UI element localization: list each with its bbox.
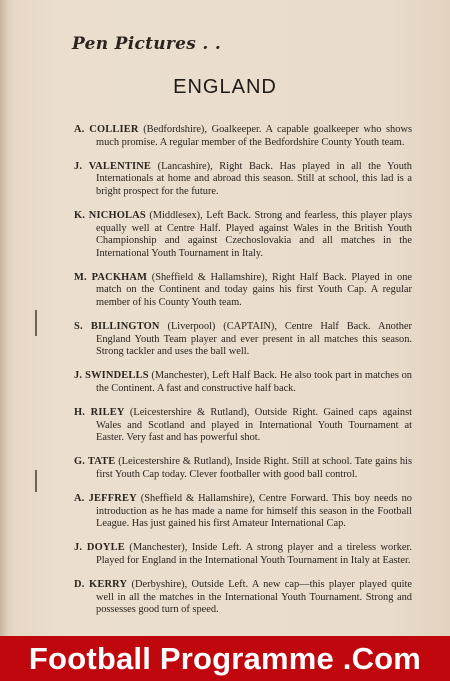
player-name: J. SWINDELLS (74, 370, 149, 382)
player-entry (74, 579, 412, 617)
watermark-text: Football Programme .Com (28, 640, 422, 676)
player-entry (74, 272, 412, 310)
player-entry (74, 321, 412, 359)
page-fold-shadow (0, 0, 8, 681)
player-description: (Liverpool) (CAPTAIN), Centre Half Back. Another England Youth Team player and ever present in all matches this season. Strong tackler and uses the ball well. (96, 321, 412, 358)
player-description: (Derbyshire), Outside Left. A new cap—this player played quite well in all the matches in the International Youth Tournament. Strong and possesses good turn of speed. (96, 579, 412, 616)
player-description: (Leicestershire & Rutland), Outside Right. Gained caps against Wales and Scotland and played in International Youth Tournament at Easter. Very fast and has powerful shot. (96, 407, 413, 444)
player-entry (74, 493, 412, 531)
player-name: A. COLLIER (74, 124, 139, 135)
player-description: (Bedfordshire), Goalkeeper. A capable goalkeeper who shows much promise. A regular member of the Bedfordshire County Youth team. (96, 124, 413, 148)
player-entry (74, 370, 412, 395)
player-pen-pictures (74, 124, 412, 628)
player-entry (74, 161, 412, 199)
page-title: ENGLAND (173, 76, 277, 98)
player-entry (74, 210, 412, 260)
watermark-banner (0, 636, 450, 681)
player-entry (74, 407, 412, 445)
player-name: A. JEFFREY (74, 493, 137, 505)
player-description: (Sheffield & Hallamshire), Centre Forward. This boy needs no introduction as he has made a name for himself this season in the Football League. Has just gained his first Amateur International Cap. (96, 493, 412, 530)
staple-mark-upper (35, 310, 37, 336)
player-name: G. TATE (74, 456, 116, 468)
player-description: (Sheffield & Hallamshire), Right Half Back. Played in one match on the Continent and today gains his first Youth Cap. A regular member of his County Youth team. (96, 271, 413, 309)
player-name: J. VALENTINE (74, 160, 152, 172)
player-description: (Manchester), Left Half Back. He also took part in matches on the Continent. A fast and constructive half back. (96, 370, 412, 394)
player-name: D. KERRY (74, 579, 128, 591)
player-name: M. PACKHAM (74, 271, 148, 283)
section-subtitle: Pen Pictures . . (72, 34, 222, 54)
player-name: S. BILLINGTON (74, 321, 160, 333)
player-name: H. RILEY (74, 407, 125, 419)
player-entry (74, 542, 412, 567)
player-entry (74, 456, 412, 481)
player-description: (Middlesex), Left Back. Strong and fearless, this player plays equally well at Centre Half. Played against Wales in the British Youth Championship and against Czechoslovakia and all matches in the International Youth Tournament in Italy. (96, 209, 413, 259)
player-entry (74, 124, 412, 149)
player-description: (Manchester), Inside Left. A strong player and a tireless worker. Played for England in the International Youth Tournament in Italy at Easter. (96, 542, 412, 566)
player-description: (Leicestershire & Rutland), Inside Right. Still at school. Tate gains his first Youth Cap today. Clever footballer with good ball control. (96, 456, 412, 480)
staple-mark-lower (35, 470, 37, 492)
player-name: K. NICHOLAS (74, 209, 146, 221)
player-description: (Lancashire), Right Back. Has played in all the Youth Internationals at home and abroad this season. Still at school, this lad is a bright prospect for the future. (96, 160, 412, 197)
player-name: J. DOYLE (74, 542, 125, 554)
